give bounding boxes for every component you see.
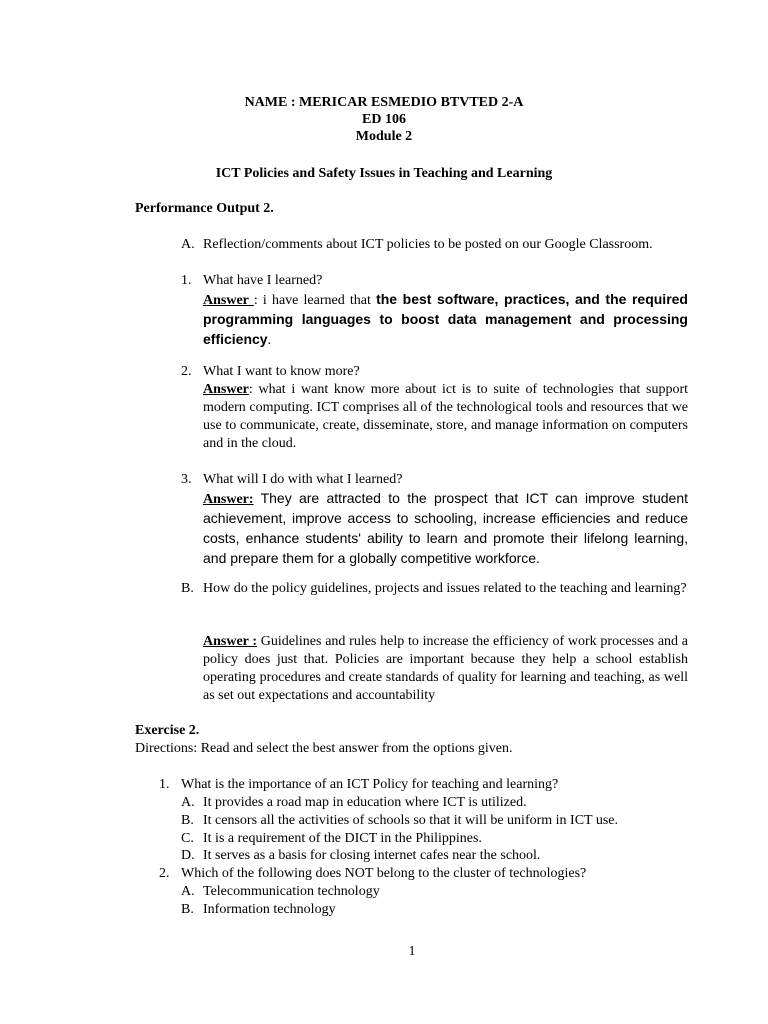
exercise-heading: Exercise 2.	[135, 723, 200, 738]
exercise-q2-option-b-marker: B.	[181, 902, 194, 917]
module-label: Module 2	[355, 129, 413, 144]
exercise-q1-option-d: It serves as a basis for closing internet cafes near the school.	[203, 848, 541, 863]
exercise-q1-option-a: It provides a road map in education where ICT is utilized.	[203, 795, 527, 810]
exercise-q1-option-b-marker: B.	[181, 813, 194, 828]
q1-question: What have I learned?	[203, 273, 323, 288]
q1-answer-text: the best software, practices, and the required programming languages to boost data management and processing efficiency	[203, 291, 688, 347]
course-code: ED 106	[362, 112, 406, 127]
q1-answer-prefix: : i have learned that	[253, 293, 377, 308]
student-name-line: NAME : MERICAR ESMEDIO BTVTED 2-A	[244, 95, 524, 110]
exercise-q2-question: Which of the following does NOT belong to the cluster of technologies?	[181, 866, 587, 881]
exercise-q1-question: What is the importance of an ICT Policy for teaching and learning?	[181, 777, 559, 792]
q3-answer-text: They are attracted to the prospect that ICT can improve student achievement, improve access to schooling, increase efficiencies and reduce costs, enhance students' ability to learn and promote their lifelong learning, and prepare them for a globally competitive workforce.	[203, 490, 688, 566]
q2-question: What I want to know more?	[203, 364, 360, 379]
q3-answer-label: Answer:	[203, 492, 254, 507]
item-a-text: Reflection/comments about ICT policies to be posted on our Google Classroom.	[203, 237, 653, 252]
q1-marker: 1.	[181, 273, 192, 288]
exercise-q1-option-b: It censors all the activities of schools so that it will be uniform in ICT use.	[203, 813, 619, 828]
exercise-q2-option-a: Telecommunication technology	[203, 884, 380, 899]
q2-marker: 2.	[181, 364, 192, 379]
exercise-q2-marker: 2.	[159, 866, 170, 881]
q3-question: What will I do with what I learned?	[203, 472, 403, 487]
item-b-answer-text: Guidelines and rules help to increase the efficiency of work processes and a policy does just that. Policies are important because they help a school establish operating procedures and create standards of quality for learning and teaching, as well as set out expectations and accountability	[203, 634, 688, 703]
q1-answer-end: .	[267, 333, 272, 348]
exercise-q1-option-d-marker: D.	[181, 848, 195, 863]
q2-answer-text: : what i want know more about ict is to suite of technologies that support modern computing. ICT comprises all of the technological tools and resources that we use to communicate, create, disseminate, store, and manage information on computers and in the cloud.	[203, 382, 688, 451]
exercise-q2-option-b: Information technology	[203, 902, 336, 917]
item-a-marker: A.	[181, 237, 195, 252]
q3-marker: 3.	[181, 472, 192, 487]
q2-answer-label: Answer	[203, 382, 249, 397]
exercise-q1-option-c: It is a requirement of the DICT in the Philippines.	[203, 831, 482, 846]
item-b-answer	[203, 633, 688, 705]
exercise-q1-marker: 1.	[159, 777, 170, 792]
page-number: 1	[408, 944, 416, 959]
item-b-answer-label: Answer :	[203, 634, 258, 649]
performance-heading: Performance Output 2.	[135, 201, 274, 216]
item-b-marker: B.	[181, 581, 194, 596]
exercise-q2-option-a-marker: A.	[181, 884, 195, 899]
q2-answer	[203, 381, 688, 453]
item-b-question: How do the policy guidelines, projects and issues related to the teaching and learning?	[203, 581, 687, 596]
q1-answer	[203, 290, 688, 350]
exercise-q1-option-c-marker: C.	[181, 831, 194, 846]
exercise-q1-option-a-marker: A.	[181, 795, 195, 810]
document-title: ICT Policies and Safety Issues in Teaching and Learning	[215, 166, 553, 181]
exercise-directions: Directions: Read and select the best answer from the options given.	[135, 741, 513, 756]
q3-answer	[203, 489, 688, 569]
q1-answer-label: Answer	[203, 293, 254, 308]
